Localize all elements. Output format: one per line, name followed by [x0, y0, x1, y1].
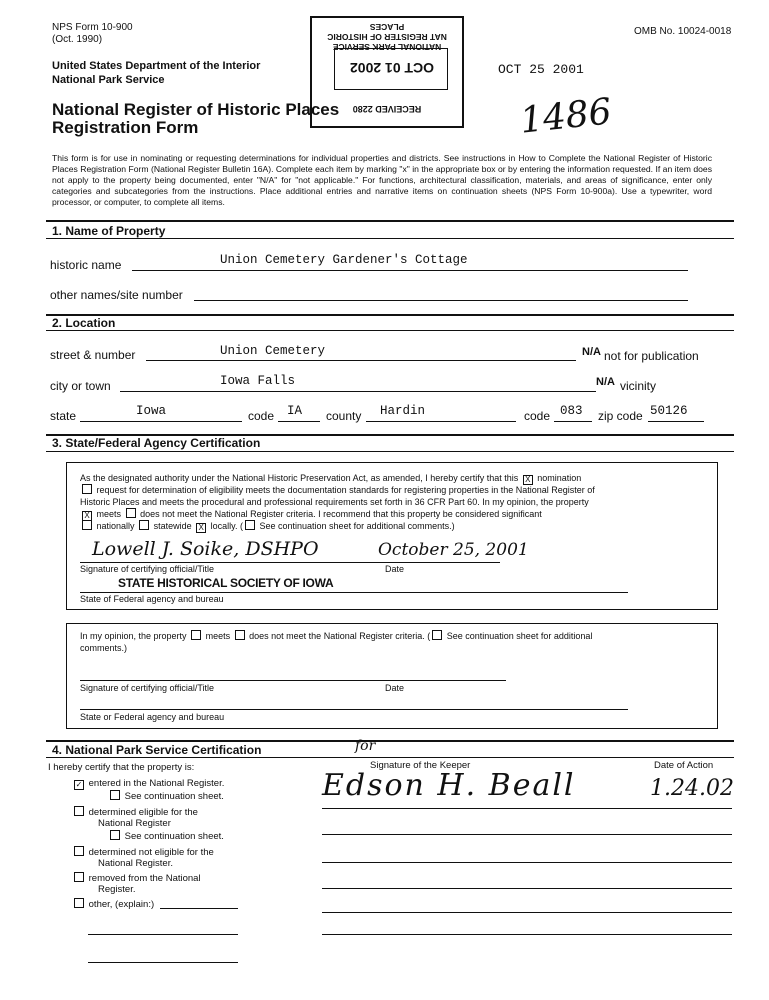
service-name: National Park Service [52, 74, 165, 86]
opinion-not-meet-checkbox[interactable] [235, 630, 245, 640]
opinion-continuation-text: See continuation sheet for additional [446, 631, 593, 641]
vicinity-mark[interactable]: N/A [596, 376, 615, 388]
form-subtitle: Registration Form [52, 118, 199, 137]
street-label: street & number [50, 348, 136, 362]
locally-label: locally. ( [210, 521, 243, 531]
keeper-label: Signature of the Keeper [370, 760, 471, 771]
county-value[interactable]: Hardin [380, 404, 426, 418]
county-code-value[interactable]: 083 [560, 404, 583, 418]
omb-number: OMB No. 10024-0018 [634, 26, 732, 37]
meets-label: meets [96, 509, 122, 519]
eligible-checkbox[interactable] [74, 806, 84, 816]
other-label: other, (explain:) [88, 899, 155, 910]
agency-name: STATE HISTORICAL SOCIETY OF IOWA [118, 576, 334, 590]
historic-name-value[interactable]: Union Cemetery Gardener's Cottage [220, 253, 468, 267]
not-eligible-label-1: determined not eligible for the [88, 847, 214, 858]
not-eligible-checkbox[interactable] [74, 846, 84, 856]
instructions-text: This form is for use in nominating or requesting determinations for individual properties and districts. See instructions in How to Complete the National Register of Historic Places Registration Form (National Register Bulletin 16A). Complete each item by marking "x" in the appropriate box or by entering the information requested. If an item does not apply to the property being documented, enter "N/A" for "not applicable." For functions, architectural classification, materials, and areas of significance, enter only categories and subcategories from the instructions. Place additional entries and narrative items on continuation sheets (NPS Form 10-900a). Use a typewriter, word processor, or computer, to complete all items. [52, 153, 712, 207]
opinion-continuation-checkbox[interactable] [432, 630, 442, 640]
locally-checkbox[interactable]: X [196, 523, 206, 533]
statewide-label: statewide [153, 521, 192, 531]
state-code-label: code [248, 409, 275, 423]
entered-checkbox[interactable]: ✓ [75, 780, 83, 789]
eligible-label-2: National Register [98, 818, 171, 829]
removed-label-2: Register. [98, 884, 136, 895]
removed-checkbox[interactable] [74, 872, 84, 882]
cert-line-3: Historic Places and meets the procedural and professional requirements set forth in 36 CFR Part 60. In my opinion, the property [80, 497, 589, 507]
continuation-checkbox[interactable] [245, 520, 255, 530]
does-not-meet-text: does not meet the National Register criteria. I recommend that this property be considered significant [140, 509, 542, 519]
date-label: Date [385, 564, 405, 574]
stamp-line-register: NAT REGISTER OF HISTORIC PLACES [327, 22, 447, 42]
action-date: 1.24.02 [650, 776, 734, 801]
does-not-meet-checkbox[interactable] [126, 508, 136, 518]
opinion-not-meet-text: does not meet the National Register criteria. ( [249, 631, 431, 641]
zip-label: zip code [598, 409, 643, 423]
entered-continuation-checkbox[interactable] [110, 790, 120, 800]
meets-checkbox[interactable]: X [82, 511, 92, 521]
not-for-publication-label: not for publication [604, 349, 699, 363]
nps-intro: I hereby certify that the property is: [48, 762, 195, 773]
nomination-label: nomination [537, 473, 582, 483]
form-number: NPS Form 10-900 [52, 22, 133, 33]
eligible-continuation-checkbox[interactable] [110, 830, 120, 840]
section-4-heading: 4. National Park Service Certification [52, 743, 262, 757]
handwritten-date: OCT 25 2001 [498, 62, 584, 77]
nomination-checkbox[interactable]: X [523, 475, 533, 485]
other-names-label: other names/site number [50, 288, 183, 302]
section-1-heading: 1. Name of Property [52, 224, 166, 238]
eligible-label-1: determined eligible for the [88, 807, 198, 818]
continuation-text: See continuation sheet for additional comments.) [259, 521, 455, 531]
stamp-received: RECEIVED 2280 [352, 104, 422, 114]
state-code-value[interactable]: IA [287, 404, 303, 418]
keeper-signature: Edson H. Beall [322, 768, 576, 803]
eligible-continuation-label: See continuation sheet. [124, 831, 224, 842]
date2-label: Date [385, 683, 405, 693]
section-3-heading: 3. State/Federal Agency Certification [52, 436, 261, 450]
entered-label: entered in the National Register. [88, 778, 225, 789]
request-checkbox[interactable] [82, 484, 92, 494]
statewide-checkbox[interactable] [139, 520, 149, 530]
not-for-publication-mark[interactable]: N/A [582, 346, 601, 358]
certifying-signature: Lowell J. Soike, DSHPO [92, 538, 319, 560]
county-code-label: code [524, 409, 551, 423]
opinion-meets-label: meets [205, 631, 231, 641]
received-stamp [310, 16, 464, 128]
not-eligible-label-2: National Register. [98, 858, 173, 869]
opinion-meets-checkbox[interactable] [191, 630, 201, 640]
stamp-line-national-park: NATIONAL PARK SERVICE [332, 42, 442, 52]
state-value[interactable]: Iowa [136, 404, 167, 418]
handwritten-number: 1486 [518, 91, 614, 142]
nationally-checkbox[interactable] [82, 520, 92, 530]
nationally-label: nationally [96, 521, 135, 531]
signature-label: Signature of certifying official/Title [80, 564, 215, 574]
state-label: state [50, 409, 77, 423]
form-title: National Register of Historic Places [52, 100, 340, 119]
agency-label: State of Federal agency and bureau [80, 594, 224, 604]
department-name: United States Department of the Interior [52, 60, 261, 72]
historic-name-label: historic name [50, 258, 122, 272]
certifying-date: October 25, 2001 [378, 540, 529, 560]
action-date-label: Date of Action [654, 760, 714, 771]
city-label: city or town [50, 379, 111, 393]
vicinity-label: vicinity [620, 379, 657, 393]
opinion-line-2: comments.) [80, 643, 128, 653]
street-value[interactable]: Union Cemetery [220, 344, 326, 358]
opinion-line-1: In my opinion, the property [80, 631, 187, 641]
form-date: (Oct. 1990) [52, 34, 103, 45]
cert-line-1: As the designated authority under the National Historic Preservation Act, as amended, I hereby certify that this [80, 473, 519, 483]
agency2-label: State or Federal agency and bureau [80, 712, 225, 722]
stamp-date: OCT 01 2002 [349, 60, 435, 76]
keeper-for: for [355, 738, 376, 754]
zip-value[interactable]: 50126 [650, 404, 688, 418]
county-label: county [326, 409, 362, 423]
other-checkbox[interactable] [74, 898, 84, 908]
section-2-heading: 2. Location [52, 316, 116, 330]
city-value[interactable]: Iowa Falls [220, 374, 296, 388]
signature2-label: Signature of certifying official/Title [80, 683, 215, 693]
entered-continuation-label: See continuation sheet. [124, 791, 224, 802]
cert-line-2: request for determination of eligibility meets the documentation standards for registering properties in the National Register of [96, 485, 595, 495]
removed-label-1: removed from the National [88, 873, 201, 884]
